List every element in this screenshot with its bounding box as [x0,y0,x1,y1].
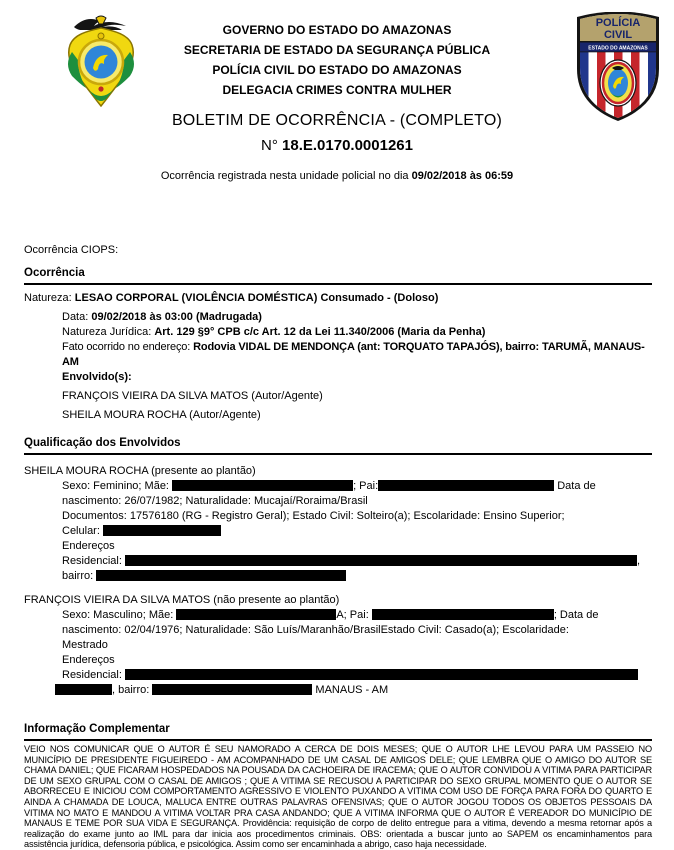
document-body [0,243,674,850]
envolvido-item: FRANÇOIS VIEIRA DA SILVA MATOS (Autor/Agente) [62,390,323,402]
person-bairro-line [55,683,652,698]
registration-datetime: 09/02/2018 às 06:59 [411,170,514,182]
person-enderecos-label: Endereços [62,540,115,552]
section-qualificacao-title: Qualificação dos Envolvidos [24,437,652,455]
org-line-delegacia: DELEGACIA CRIMES CONTRA MULHER [222,83,452,97]
complementary-providencia: Providência: requisição de corpo de delito entregue para a vitima, devendo a mesma retornar após a realização do exame junto ao IML para dar inicia aos procedimentos criminais. OBS: orientada a buscar junto ao SAPEM os encaminhamentos para assistência jurídica, defensoria pública, e psicológica. Assim como ser encaminhada a abrigo, caso haja necessidade. [24,818,652,850]
natureza-juridica-label: Natureza Jurídica: [62,326,152,338]
ciops-label: Ocorrência CIOPS: [24,244,119,256]
residencial-label: Residencial: [62,555,122,567]
bairro-label: bairro: [62,570,94,582]
document-title: BOLETIM DE OCORRÊNCIA - (COMPLETO) [171,112,503,129]
org-header [0,20,674,100]
person-nascimento-line: nascimento: 02/04/1976; Naturalidade: São Luís/Maranhão/BrasilEstado Civil: Casado(a); Escolaridade: [62,624,569,636]
celular-label: Celular: [62,525,100,537]
complementary-text [24,744,652,850]
person-bairro-line [62,569,652,584]
pai-label: ; Pai: [353,480,379,492]
person-celular-line [62,524,652,539]
number-label: N° [261,137,278,154]
registration-line [0,170,674,182]
person-documentos-line: Documentos: 17576180 (RG - Registro Geral); Estado Civil: Solteiro(a); Escolaridade: Ensino Superior; [62,510,565,522]
person-residencial-line [62,554,652,569]
person-escolaridade-value: Mestrado [62,639,108,651]
data-line [62,310,652,325]
redaction-bar-mae [176,609,336,620]
natureza-line [24,291,652,306]
person-block-sheila [24,464,652,584]
residencial-suffix: , [636,555,641,567]
natureza-juridica-line [62,325,652,340]
registration-prefix: Ocorrência registrada nesta unidade policial no dia [160,170,409,182]
person-enderecos-label: Endereços [62,654,115,666]
number-value: 18.E.0170.0001261 [282,137,413,154]
redaction-bar-addr [55,684,112,695]
sexo-mae-label: Sexo: Feminino; Mãe: [62,480,169,492]
org-line-policia: POLÍCIA CIVIL DO ESTADO DO AMAZONAS [212,63,462,77]
person-residencial-line [62,668,652,683]
natureza-juridica-value: Art. 129 §9° CPB c/c Art. 12 da Lei 11.340/2006 (Maria da Penha) [154,326,486,338]
redaction-bar-mae [172,480,353,491]
document-number [0,137,674,154]
bairro-label: , bairro: [112,684,150,696]
badge-policia-text: POLÍCIA [595,17,641,29]
data-value: 09/02/2018 às 03:00 (Madrugada) [91,311,262,323]
data-label: Data: [62,311,89,323]
person-name: SHEILA MOURA ROCHA (presente ao plantão) [24,465,256,477]
org-line-governo: GOVERNO DO ESTADO DO AMAZONAS [222,23,452,37]
residencial-label: Residencial: [62,669,122,681]
redaction-bar-pai [372,609,554,620]
section-info-complementar-title: Informação Complementar [24,723,652,741]
section-ocorrencia-title: Ocorrência [24,267,652,285]
fato-value: Rodovia VIDAL DE MENDONÇA (ant: TORQUATO TAPAJÓS), bairro: TARUMÃ, MANAUS-AM [62,341,645,368]
redaction-bar-residencial [125,555,637,566]
org-line-secretaria: SECRETARIA DE ESTADO DA SEGURANÇA PÚBLICA [183,43,491,57]
person-nascimento-line: nascimento: 26/07/1982; Naturalidade: Mucajaí/Roraima/Brasil [62,495,368,507]
natureza-value: LESAO CORPORAL (VIOLÊNCIA DOMÉSTICA) Consumado - (Doloso) [74,292,439,304]
city-text: MANAUS - AM [312,684,389,696]
data-de-label: Data de [554,480,596,492]
redaction-bar-celular [103,525,221,536]
sexo-mae-label: Sexo: Masculino; Mãe: [62,609,174,621]
natureza-label: Natureza: [24,292,72,304]
redaction-bar-pai [378,480,554,491]
fato-label: Fato ocorrido no endereço: [62,341,191,353]
badge-banner-text: ESTADO DO AMAZONAS [588,45,648,52]
person-sexo-line [62,608,652,623]
ocorrencia-details [62,310,652,423]
redaction-bar-bairro [96,570,346,581]
envolvido-item: SHEILA MOURA ROCHA (Autor/Agente) [62,409,261,421]
redaction-bar-bairro [152,684,312,695]
person-sexo-line [62,479,652,494]
person-name: FRANÇOIS VIEIRA DA SILVA MATOS (não presente ao plantão) [24,594,340,606]
envolvidos-label: Envolvido(s): [62,371,132,383]
document-header [0,0,674,195]
data-de-label: ; Data de [553,609,599,621]
person-block-francois [24,593,652,698]
redaction-bar-residencial [125,669,638,680]
complementary-narrative: VEIO NOS COMUNICAR QUE O AUTOR É SEU NAMORADO A CERCA DE DOIS MESES; QUE O AUTOR LHE LEVOU PARA UM PASSEIO NO MUNICÍPIO DE PRESIDENTE FIGUEIREDO - AM ACOMPANHADO DE UM CASAL DE AMIGOS DELE; QUE LEMBRA QUE O AMIGO DO AUTOR SE CHAMA DANIEL; QUE FICARAM HOSPEDADOS NA POUSADA DA CACHOEIRA DE IRACEMA; QUE O AUTOR CONVIDOU A VITIMA PARA PARTICIPAR DE UM SEXO GRUPAL COM O CASAL DE AMIGOS ; QUE A VITIMA SE RECUSOU A PARTICIPAR DO SEXO GRUPAL MOMENTO QUE O AUTOR SE ABORRECEU E INICIOU COM COMPORTAMENTO AGRESSIVO E VIOLENTO PUXANDO A VITIMA COM USO DE FORÇA PARA FORA DO QUARTO E AINDA A CHAMADA DE LOUCA, MALUCA ENTRE OUTRAS PALAVRAS OFENSIVAS; QUE O AUTOR JOGOU TODOS OS OBJETOS PESSOAIS DA VITIMA NO MATO E MANDOU A VITIMA VOLTAR PRA CASA ANDANDO; QUE A VITIMA INFORMA QUE O AUTOR É VEREADOR DO MUNICÍPIO DE MANAUS E TEME POR SUA VIDA E SEGURANÇA. [24,744,652,829]
fato-line [62,340,652,370]
pai-label: A; Pai: [336,609,369,621]
badge-civil-text: CIVIL [603,29,633,41]
